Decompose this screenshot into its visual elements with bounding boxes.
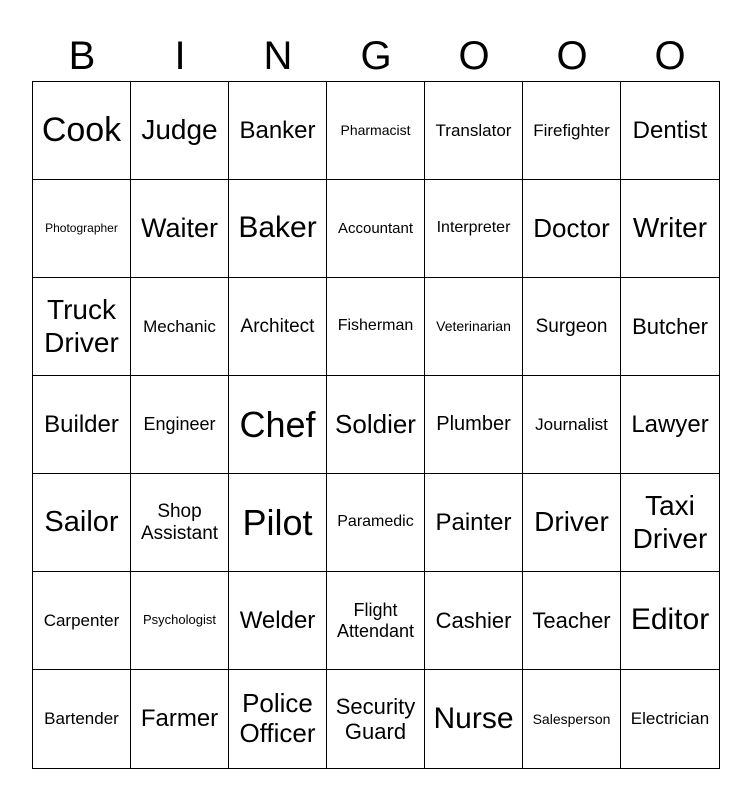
bingo-cell[interactable]: Accountant [327, 180, 425, 278]
bingo-cell[interactable]: Shop Assistant [131, 474, 229, 572]
bingo-cell[interactable]: Pharmacist [327, 82, 425, 180]
bingo-cell[interactable]: Electrician [630, 709, 710, 729]
bingo-cell[interactable]: Veterinarian [425, 278, 523, 376]
bingo-cell[interactable]: Fisherman [327, 278, 425, 376]
bingo-cell[interactable]: Bartender [33, 670, 131, 768]
bingo-cell[interactable]: Pilot [229, 474, 327, 572]
bingo-cell[interactable]: Carpenter [33, 572, 131, 670]
header-letter: O [654, 34, 686, 78]
bingo-cell[interactable]: Builder [33, 376, 131, 474]
bingo-cell[interactable]: Chef [229, 376, 327, 474]
bingo-cell[interactable]: Editor [621, 572, 719, 670]
bingo-cell[interactable]: Truck Driver [33, 278, 131, 376]
bingo-cell[interactable]: Farmer [131, 670, 229, 768]
bingo-cell[interactable]: Painter [425, 474, 523, 572]
bingo-cell[interactable]: Security Guard [327, 670, 425, 768]
bingo-cell[interactable]: Surgeon [523, 278, 621, 376]
bingo-cell[interactable]: Engineer [131, 376, 229, 474]
bingo-cell[interactable]: Salesperson [523, 670, 621, 768]
bingo-cell[interactable]: Soldier [327, 376, 425, 474]
bingo-cell[interactable]: Writer [621, 180, 719, 278]
bingo-cell[interactable]: Photographer [33, 180, 131, 278]
bingo-cell[interactable]: Paramedic [327, 474, 425, 572]
bingo-cell[interactable]: Firefighter [523, 82, 621, 180]
bingo-cell[interactable]: Waiter [131, 180, 229, 278]
header-letter: I [174, 34, 186, 78]
bingo-cell[interactable]: Architect [229, 278, 327, 376]
bingo-cell[interactable]: Teacher [523, 572, 621, 670]
header-letter: G [360, 34, 392, 78]
bingo-cell[interactable]: Driver [523, 474, 621, 572]
bingo-cell[interactable]: Lawyer [621, 376, 719, 474]
bingo-cell[interactable]: Interpreter [425, 180, 523, 278]
bingo-header [33, 32, 719, 80]
bingo-board [32, 81, 720, 769]
bingo-cell[interactable]: Plumber [425, 376, 523, 474]
header-letter: O [458, 34, 490, 78]
bingo-cell[interactable]: Sailor [33, 474, 131, 572]
bingo-cell[interactable]: Banker [229, 82, 327, 180]
bingo-cell[interactable]: Judge [131, 82, 229, 180]
header-letter: O [556, 34, 588, 78]
bingo-cell[interactable]: Mechanic [131, 278, 229, 376]
header-letter: N [263, 34, 293, 78]
bingo-cell[interactable]: Doctor [523, 180, 621, 278]
bingo-cell[interactable]: Cashier [425, 572, 523, 670]
bingo-cell[interactable]: Flight Attendant [327, 572, 425, 670]
bingo-cell[interactable]: Dentist [621, 82, 719, 180]
bingo-cell[interactable]: Baker [229, 180, 327, 278]
bingo-cell[interactable]: Police Officer [229, 670, 327, 768]
bingo-cell[interactable]: Cook [33, 82, 131, 180]
bingo-cell[interactable]: Journalist [523, 376, 621, 474]
bingo-cell[interactable]: Welder [229, 572, 327, 670]
bingo-cell[interactable]: Nurse [425, 670, 523, 768]
bingo-cell[interactable]: Translator [425, 82, 523, 180]
bingo-cell[interactable]: Psychologist [131, 572, 229, 670]
bingo-cell[interactable]: Taxi Driver [621, 474, 719, 572]
bingo-cell[interactable]: Butcher [621, 278, 719, 376]
header-letter: B [68, 34, 96, 78]
